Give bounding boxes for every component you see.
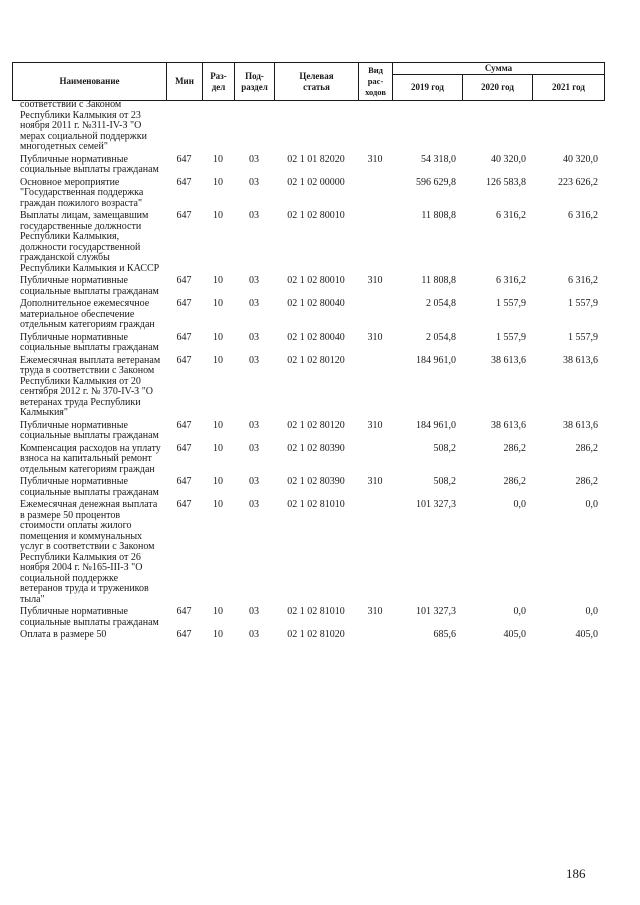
row-sum-2020: 286,2: [503, 442, 526, 454]
table-row: [12, 444, 604, 478]
row-celevaya-statya: 02 1 02 80040: [287, 298, 345, 309]
row-sum-2020: 6 316,2: [496, 210, 526, 221]
row-celevaya-statya: 02 1 01 82020: [287, 153, 345, 165]
row-sum-2021: 6 316,2: [568, 210, 598, 221]
row-sum-2021: [532, 100, 604, 155]
table-row: [12, 211, 604, 276]
row-razdel: 10: [213, 354, 223, 366]
row-min: 647: [176, 629, 192, 640]
row-celevaya-statya: 02 1 02 00000: [287, 176, 345, 188]
row-podrazdel: [234, 100, 274, 155]
row-sum-2021: 1 557,9: [568, 331, 598, 343]
row-min: 647: [176, 442, 192, 454]
row-sum-2021: 38 613,6: [563, 419, 598, 431]
table-row: [12, 607, 604, 630]
row-vid-rashodov: 310: [367, 606, 383, 617]
row-celevaya-statya: [274, 100, 358, 155]
header-razdel: Раз- дел: [203, 63, 235, 101]
header-vid-rashodov: Вид рас- ходов: [359, 63, 393, 101]
row-min: 647: [176, 499, 192, 510]
row-name: Публичные нормативные социальные выплаты гражданам: [20, 419, 159, 441]
table-row: [12, 299, 604, 333]
row-razdel: 10: [213, 275, 223, 286]
row-podrazdel: 03: [249, 419, 259, 431]
row-name: Публичные нормативные социальные выплаты гражданам: [20, 275, 159, 297]
row-name: Публичные нормативные социальные выплаты гражданам: [20, 606, 159, 628]
row-podrazdel: 03: [249, 275, 259, 286]
row-razdel: 10: [213, 298, 223, 309]
row-sum-2020: 126 583,8: [486, 176, 526, 188]
row-sum-2020: 1 557,9: [496, 298, 526, 309]
row-podrazdel: 03: [249, 442, 259, 454]
row-min: 647: [176, 476, 192, 487]
row-sum-2020: 6 316,2: [496, 275, 526, 286]
row-sum-2021: 38 613,6: [563, 354, 598, 366]
row-sum-2020: 286,2: [503, 476, 526, 487]
row-sum-2020: 38 613,6: [491, 419, 526, 431]
row-sum-2020: 38 613,6: [491, 354, 526, 366]
row-sum-2021: 286,2: [575, 476, 598, 487]
row-sum-2019: 508,2: [433, 442, 456, 454]
row-vid-rashodov: [358, 500, 392, 607]
row-sum-2020: 40 320,0: [491, 153, 526, 165]
row-sum-2019: 508,2: [433, 476, 456, 487]
row-podrazdel: 03: [249, 176, 259, 188]
row-vid-rashodov: 310: [367, 331, 383, 343]
row-podrazdel: 03: [249, 629, 259, 640]
row-vid-rashodov: [358, 444, 392, 478]
row-vid-rashodov: [358, 630, 392, 643]
row-sum-2019: 11 808,8: [421, 275, 456, 286]
table-row: [12, 356, 604, 421]
row-name: Компенсация расходов на уплату взноса на капитальный ремонт отдельным категориям граждан: [20, 442, 161, 475]
table-row: [12, 333, 604, 356]
row-name: Публичные нормативные социальные выплаты гражданам: [20, 153, 159, 175]
row-sum-2021: 405,0: [575, 629, 598, 640]
row-min: 647: [176, 331, 192, 343]
row-vid-rashodov: [358, 178, 392, 212]
row-min: 647: [176, 210, 192, 221]
row-podrazdel: 03: [249, 606, 259, 617]
budget-table: [12, 100, 604, 643]
row-razdel: 10: [213, 629, 223, 640]
row-celevaya-statya: 02 1 02 80010: [287, 275, 345, 286]
row-celevaya-statya: 02 1 02 80120: [287, 354, 345, 366]
row-sum-2020: 0,0: [513, 499, 526, 510]
row-sum-2021: 223 626,2: [558, 176, 598, 188]
header-celevaya-statya: Целевая статья: [275, 63, 359, 101]
row-celevaya-statya: 02 1 02 80010: [287, 210, 345, 221]
row-sum-2019: [392, 100, 462, 155]
row-podrazdel: 03: [249, 499, 259, 510]
row-min: [166, 100, 202, 155]
row-sum-2019: 184 961,0: [416, 419, 456, 431]
row-sum-2021: 286,2: [575, 442, 598, 454]
row-name: Публичные нормативные социальные выплаты гражданам: [20, 476, 159, 498]
row-min: 647: [176, 606, 192, 617]
row-razdel: 10: [213, 476, 223, 487]
header-2019: 2019 год: [393, 75, 463, 101]
row-name: Публичные нормативные социальные выплаты гражданам: [20, 331, 159, 353]
header-2021: 2021 год: [533, 75, 605, 101]
row-razdel: 10: [213, 176, 223, 188]
row-podrazdel: 03: [249, 354, 259, 366]
row-min: 647: [176, 176, 192, 188]
header-name: Наименование: [13, 63, 167, 101]
row-sum-2020: [462, 100, 532, 155]
row-sum-2019: 596 629,8: [416, 176, 456, 188]
page-number: 186: [566, 866, 586, 881]
row-podrazdel: 03: [249, 476, 259, 487]
row-min: 647: [176, 354, 192, 366]
row-sum-2021: 0,0: [585, 606, 598, 617]
row-razdel: 10: [213, 499, 223, 510]
row-sum-2021: 6 316,2: [568, 275, 598, 286]
row-sum-2019: 184 961,0: [416, 354, 456, 366]
row-sum-2019: 11 808,8: [421, 210, 456, 221]
row-vid-rashodov: 310: [367, 419, 383, 431]
table-row: [12, 421, 604, 444]
row-razdel: 10: [213, 419, 223, 431]
row-podrazdel: 03: [249, 153, 259, 165]
row-sum-2021: 1 557,9: [568, 298, 598, 309]
header-2020: 2020 год: [463, 75, 533, 101]
row-vid-rashodov: [358, 356, 392, 421]
row-razdel: 10: [213, 210, 223, 221]
row-celevaya-statya: 02 1 02 80390: [287, 476, 345, 487]
row-min: 647: [176, 153, 192, 165]
row-name: Оплата в размере 50: [20, 629, 107, 640]
row-podrazdel: 03: [249, 331, 259, 343]
header-summa: Сумма: [393, 63, 605, 75]
row-name: соответствии с Законом Республики Калмыкия от 23 ноября 2011 г. №311-IV-З "О мерах социальной поддержки многодетных семей": [20, 99, 147, 152]
row-vid-rashodov: 310: [367, 275, 383, 286]
row-sum-2021: 40 320,0: [563, 153, 598, 165]
row-vid-rashodov: 310: [367, 153, 383, 165]
table-row: [12, 500, 604, 607]
row-sum-2019: 54 318,0: [421, 153, 456, 165]
row-sum-2020: 405,0: [503, 629, 526, 640]
row-name: Выплаты лицам, замещавшим государственные должности Республики Калмыкия, должности государственной гражданской службы Республики Калмыкия и КАССР: [20, 210, 160, 274]
row-podrazdel: 03: [249, 210, 259, 221]
table-row: [12, 477, 604, 500]
row-min: 647: [176, 419, 192, 431]
row-celevaya-statya: 02 1 02 81020: [287, 629, 345, 640]
table-row: [12, 630, 604, 643]
table-row: [12, 155, 604, 178]
row-podrazdel: 03: [249, 298, 259, 309]
row-celevaya-statya: 02 1 02 80390: [287, 442, 345, 454]
table-row: [12, 100, 604, 155]
row-sum-2020: 0,0: [513, 606, 526, 617]
row-sum-2019: 2 054,8: [426, 331, 456, 343]
row-name: Ежемесячная денежная выплата в размере 50 процентов стоимости оплаты жилого помещения и коммунальных услуг в соответствии с Законом Республики Калмыкия от 26 ноября 2004 г. №165-III-З "О социальной поддержке ветеранов труда и тружеников тыла": [20, 499, 158, 605]
row-celevaya-statya: 02 1 02 80120: [287, 419, 345, 431]
row-min: 647: [176, 275, 192, 286]
table-row: [12, 276, 604, 299]
row-vid-rashodov: [358, 299, 392, 333]
row-sum-2019: 685,6: [433, 629, 456, 640]
row-razdel: 10: [213, 331, 223, 343]
row-razdel: 10: [213, 153, 223, 165]
table-header: [12, 62, 605, 101]
row-celevaya-statya: 02 1 02 81010: [287, 499, 345, 510]
row-razdel: 10: [213, 606, 223, 617]
header-podrazdel: Под- раздел: [235, 63, 275, 101]
row-vid-rashodov: [358, 211, 392, 276]
row-name: Основное мероприятие "Государственная поддержка граждан пожилого возраста": [20, 176, 144, 209]
row-vid-rashodov: 310: [367, 476, 383, 487]
row-sum-2019: 101 327,3: [416, 606, 456, 617]
row-celevaya-statya: 02 1 02 80040: [287, 331, 345, 343]
row-razdel: 10: [213, 442, 223, 454]
row-vid-rashodov: [358, 100, 392, 155]
row-name: Дополнительное ежемесячное материальное обеспечение отдельным категориям граждан: [20, 298, 155, 330]
row-sum-2019: 101 327,3: [416, 499, 456, 510]
row-sum-2021: 0,0: [585, 499, 598, 510]
row-razdel: [202, 100, 234, 155]
row-name: Ежемесячная выплата ветеранам труда в соответствии с Законом Республики Калмыкия от 20 сентября 2012 г. № 370-IV-З "О ветеранах труда Республики Калмыкия": [20, 354, 161, 418]
table-row: [12, 178, 604, 212]
row-sum-2020: 1 557,9: [496, 331, 526, 343]
row-celevaya-statya: 02 1 02 81010: [287, 606, 345, 617]
row-min: 647: [176, 298, 192, 309]
header-min: Мин: [167, 63, 203, 101]
row-sum-2019: 2 054,8: [426, 298, 456, 309]
